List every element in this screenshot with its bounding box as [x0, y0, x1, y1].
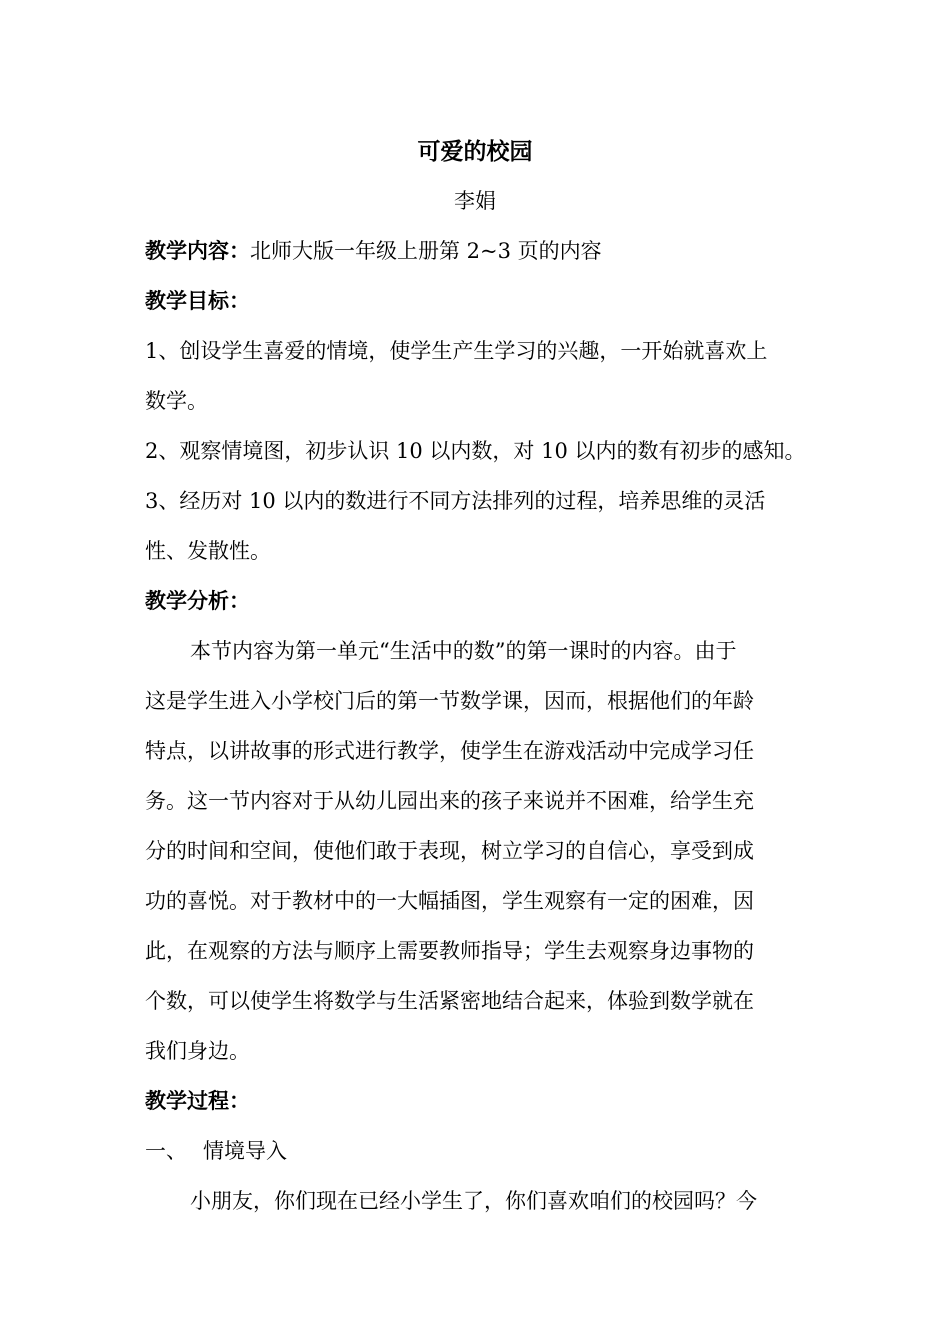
step-paragraph: 小朋友，你们现在已经小学生了，你们喜欢咱们的校园吗？今 [190, 1189, 757, 1213]
step-label: 情境导入 [203, 1139, 287, 1163]
analysis-line: 个数，可以使学生将数学与生活紧密地结合起来，体验到数学就在 [145, 989, 754, 1013]
analysis-line: 分的时间和空间，使他们敢于表现，树立学习的自信心，享受到成 [145, 839, 754, 863]
goal-line: 2、观察情境图，初步认识 10 以内数，对 10 以内的数有初步的感知。 [145, 439, 806, 463]
step-heading [145, 1136, 825, 1166]
goals-heading: 教学目标： [145, 289, 250, 313]
analysis-line: 此，在观察的方法与顺序上需要教师指导；学生去观察身边事物的 [145, 939, 754, 963]
teaching-content [145, 236, 825, 266]
goal-line: 性、发散性。 [145, 539, 271, 563]
goal-line: 数学。 [145, 389, 208, 413]
analysis-line: 我们身边。 [145, 1039, 250, 1063]
teaching-content-text: 北师大版一年级上册第 2~3 页的内容 [250, 239, 602, 263]
process-heading: 教学过程： [145, 1089, 250, 1113]
goal-line: 3、经历对 10 以内的数进行不同方法排列的过程，培养思维的灵活 [145, 489, 766, 513]
analysis-line: 特点，以讲故事的形式进行教学，使学生在游戏活动中完成学习任 [145, 739, 754, 763]
analysis-line: 务。这一节内容对于从幼儿园出来的孩子来说并不困难，给学生充 [145, 789, 754, 813]
analysis-line: 本节内容为第一单元“生活中的数”的第一课时的内容。由于 [190, 639, 737, 663]
step-number: 一、 [145, 1139, 187, 1163]
analysis-line: 这是学生进入小学校门后的第一节数学课，因而，根据他们的年龄 [145, 689, 754, 713]
document-author: 李娟 [454, 189, 496, 213]
teaching-content-label: 教学内容： [145, 239, 250, 263]
document-title: 可爱的校园 [417, 139, 533, 165]
analysis-heading: 教学分析： [145, 589, 250, 613]
goal-line: 1、创设学生喜爱的情境，使学生产生学习的兴趣，一开始就喜欢上 [145, 339, 768, 363]
analysis-line: 功的喜悦。对于教材中的一大幅插图，学生观察有一定的困难，因 [145, 889, 754, 913]
